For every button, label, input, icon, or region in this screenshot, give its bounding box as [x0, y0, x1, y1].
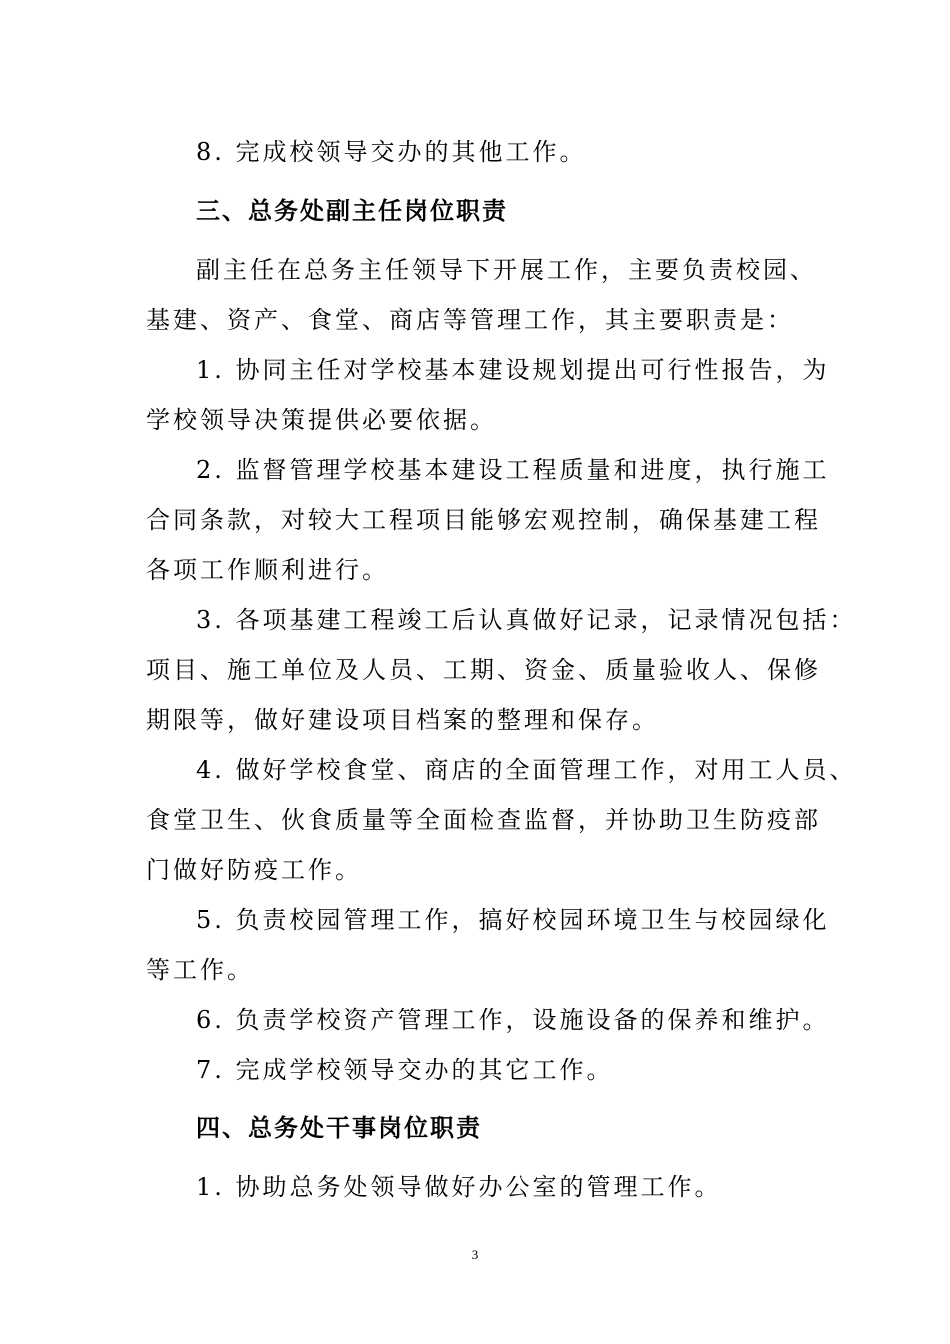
item-4-line-1: 4. 做好学校食堂、商店的全面管理工作，对用工人员、 [196, 756, 857, 784]
section-4-heading: 四、总务处干事岗位职责 [196, 1114, 482, 1142]
item-7-text: 7. 完成学校领导交办的其它工作。 [196, 1056, 614, 1084]
section-4-item-1-text: 1. 协助总务处领导做好办公室的管理工作。 [196, 1173, 722, 1201]
item-3-line-1: 3. 各项基建工程竣工后认真做好记录，记录情况包括： [196, 606, 857, 634]
item-5-line-2: 等工作。 [146, 956, 254, 984]
item-3-line-3: 期限等，做好建设项目档案的整理和保存。 [146, 706, 659, 734]
page-number: 3 [471, 1247, 479, 1262]
item-2-line-1: 2. 监督管理学校基本建设工程质量和进度，执行施工 [196, 456, 830, 484]
item-2-line-2: 合同条款，对较大工程项目能够宏观控制，确保基建工程 [146, 506, 821, 534]
item-5-line-1: 5. 负责校园管理工作，搞好校园环境卫生与校园绿化 [196, 906, 830, 934]
item-8-text: 8. 完成校领导交办的其他工作。 [196, 138, 587, 166]
paragraph-intro-line-1: 副主任在总务主任领导下开展工作，主要负责校园、 [196, 256, 817, 284]
paragraph-intro-line-2: 基建、资产、食堂、商店等管理工作，其主要职责是： [146, 306, 794, 334]
item-6-text: 6. 负责学校资产管理工作，设施设备的保养和维护。 [196, 1006, 830, 1034]
item-2-line-3: 各项工作顺利进行。 [146, 556, 389, 584]
item-4-line-2: 食堂卫生、伙食质量等全面检查监督，并协助卫生防疫部 [146, 806, 821, 834]
item-1-line-1: 1. 协同主任对学校基本建设规划提出可行性报告，为 [196, 356, 830, 384]
item-4-line-3: 门做好防疫工作。 [146, 856, 362, 884]
item-1-line-2: 学校领导决策提供必要依据。 [146, 406, 497, 434]
section-3-heading: 三、总务处副主任岗位职责 [196, 197, 508, 225]
item-3-line-2: 项目、施工单位及人员、工期、资金、质量验收人、保修 [146, 656, 821, 684]
